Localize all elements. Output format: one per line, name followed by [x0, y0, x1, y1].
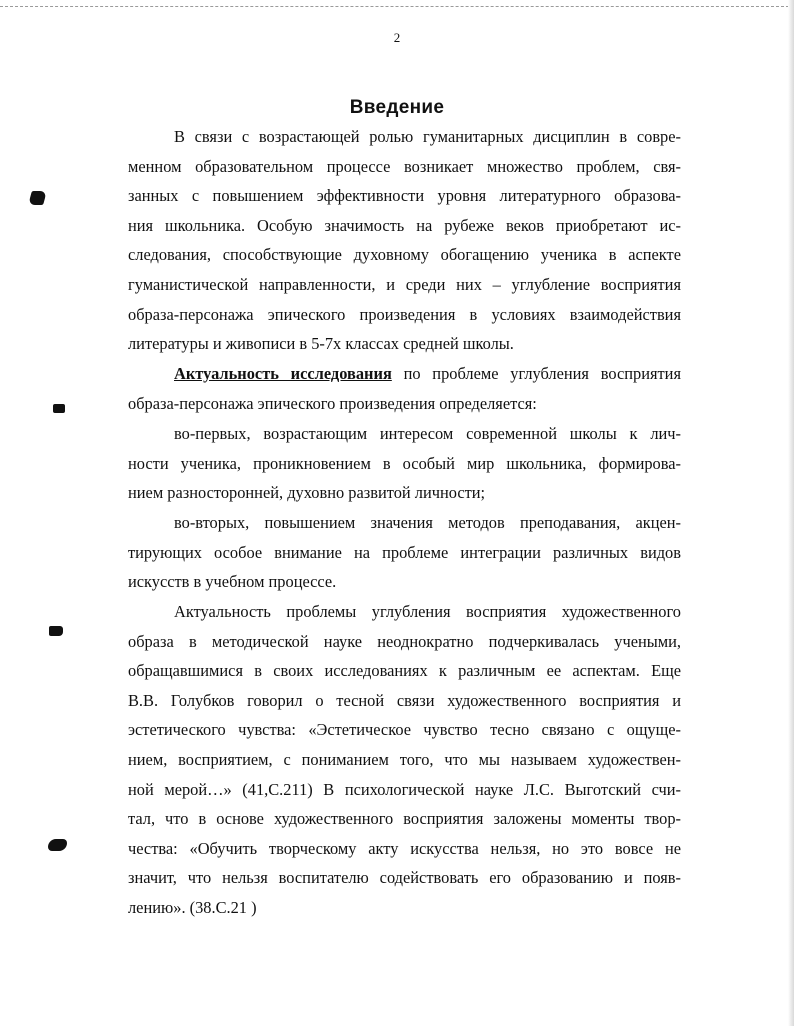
text-line: литературы и живописи в 5-7х классах средней школы. — [128, 334, 514, 354]
text-line: нием, восприятием, с пониманием того, что мы называем художествен- — [128, 749, 681, 769]
text-line: В.В. Голубков говорил о тесной связи художественного восприятия и — [128, 690, 681, 710]
paragraph-intro — [128, 122, 681, 359]
text-line: лению». (38.С.21 ) — [128, 897, 257, 917]
text-line: занных с повышением эффективности уровня литературного образова- — [128, 186, 681, 206]
text-line: образа-персонажа эпического произведения определяется: — [128, 393, 537, 413]
text-line: В связи с возрастающей ролью гуманитарных дисциплин в совре- — [174, 127, 681, 146]
paragraph-research-context — [128, 597, 681, 923]
text-line: образа-персонажа эпического произведения в условиях взаимодействия — [128, 304, 681, 324]
page-title: Введение — [349, 97, 445, 118]
text-line: менном образовательном процессе возникает множество проблем, свя- — [128, 156, 681, 176]
margin-mark — [28, 191, 47, 205]
text-fragment: по проблеме углубления восприятия — [391, 364, 681, 383]
text-line: тирующих особое внимание на проблеме интеграции различных видов — [128, 542, 681, 562]
text-line: ной мерой…» (41,С.211) В психологической науке Л.С. Выготский счи- — [128, 779, 681, 799]
margin-mark — [49, 626, 63, 636]
text-line: нием разносторонней, духовно развитой личности; — [128, 483, 486, 503]
text-line: эстетического чувства: «Эстетическое чувство тесно связано с ощуще- — [128, 720, 681, 740]
paragraph-first-point — [128, 419, 681, 508]
margin-mark — [53, 404, 65, 413]
scan-top-edge — [0, 0, 794, 7]
text-line: ности ученика, проникновением в особый мир школьника, формирова- — [128, 453, 681, 473]
emphasis-term: Актуальность исследования — [174, 364, 392, 383]
text-line: гуманистической направленности, и среди них – углубление восприятия — [128, 274, 681, 294]
text-line: искусств в учебном процессе. — [128, 572, 337, 592]
page-number: 2 — [393, 30, 401, 45]
text-line: Актуальность проблемы углубления восприятия художественного — [174, 602, 681, 621]
paragraph-relevance — [128, 359, 681, 418]
text-line: значит, что нельзя воспитателю содействовать его образованию и появ- — [128, 868, 681, 888]
text-line: во-первых, возрастающим интересом современной школы к лич- — [174, 424, 681, 443]
paragraph-second-point — [128, 508, 681, 597]
scan-right-edge — [788, 0, 794, 1026]
text-line: следования, способствующие духовному обогащению ученика в аспекте — [128, 245, 681, 265]
text-line: во-вторых, повышением значения методов преподавания, акцен- — [174, 513, 681, 532]
text-line: образа в методической науке неоднократно подчеркивалась учеными, — [128, 631, 681, 651]
text-line: тал, что в основе художественного восприятия заложены моменты твор- — [128, 809, 681, 829]
text-line — [128, 359, 681, 389]
text-line: обращавшимися в своих исследованиях к различным ее аспектам. Еще — [128, 661, 681, 681]
margin-mark — [48, 839, 67, 851]
text-line: чества: «Обучить творческому акту искусства нельзя, но это вовсе не — [128, 838, 681, 858]
text-line: ния школьника. Особую значимость на рубеже веков приобретают ис- — [128, 215, 681, 235]
